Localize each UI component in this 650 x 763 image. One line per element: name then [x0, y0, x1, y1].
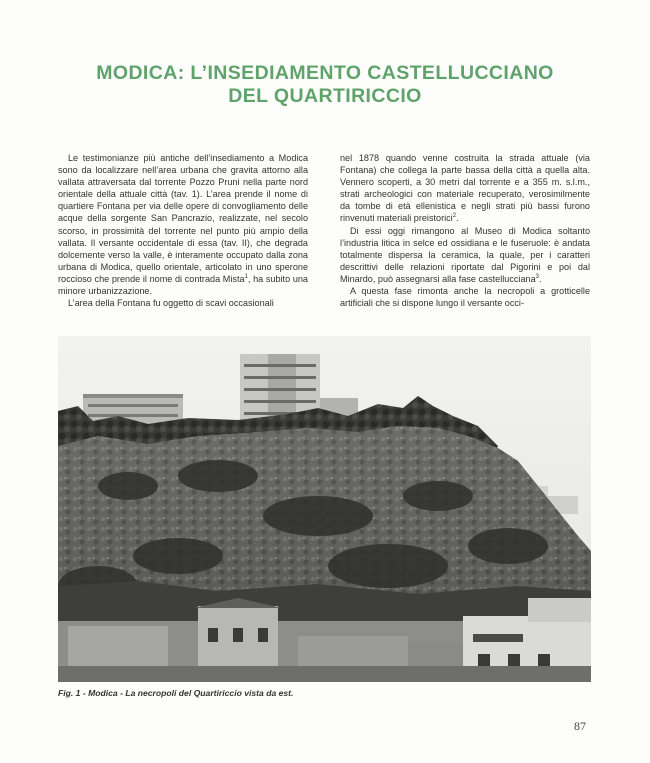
left-paragraph-2: L’area della Fontana fu oggetto di scavi occasionali	[68, 298, 274, 309]
title-line-2: DEL QUARTIRICCIO	[228, 85, 422, 107]
figure-caption: Fig. 1 - Modica - La necropoli del Quartiriccio vista da est.	[58, 688, 294, 698]
right-paragraph-1-tail: .	[456, 213, 459, 224]
right-paragraph-2	[340, 225, 590, 285]
right-paragraph-1	[340, 152, 590, 225]
photo-necropoli	[58, 336, 591, 682]
footnote-ref-3: 3	[535, 273, 539, 280]
left-paragraph-1-tail: , ha subito una minore urbanizzazione.	[58, 273, 308, 297]
photo-illustration	[58, 336, 591, 682]
footnote-ref-1: 1	[244, 273, 248, 280]
right-paragraph-3: A questa fase rimonta anche la necropoli a grotticelle artificiali che si dispone lungo il versante occi-	[340, 286, 590, 309]
title-line-1: MODICA: L’INSEDIAMENTO CASTELLUCCIANO	[96, 62, 554, 84]
left-paragraph-1-text: Le testimonianze più antiche dell’insediamento a Modica sono da localizzare nell’area urbana che gravita attorno alla vallata attraversata dal torrente Pozzo Pruni nella parte nord orientale della attuale città (tav. 1). L’area prende il nome di quartiere Fontana per via delle opere di convogliamento delle acque della sorgente San Pancrazio, realizzate, nel secolo scorso, in prossimità del torrente nel punto più ampio della vallata. Il versante occidentale di essa (tav. II), che degrada dolcemente verso la valle, è interamente occupato dalla zona urbana di Modica, quello orientale, articolato in uno sperone roccioso che prende il nome di contrada Mista	[58, 153, 308, 284]
page-title	[0, 62, 650, 108]
page-number: 87	[574, 719, 586, 733]
right-paragraph-1-text: nel 1878 quando venne costruita la strada attuale (via Fontana) che collega la parte bassa della città a quella alta. Vennero scoperti, a 30 metri dal torrente e a 355 m. s.l.m., strati archeologici con materiale recuperato, verosimilmente da tombe di età ellenistica e negli strati più bassi furono rinvenuti materiali preistorici	[340, 153, 590, 224]
left-column	[58, 152, 308, 309]
right-column	[340, 152, 590, 309]
left-paragraph-1	[58, 152, 308, 297]
footnote-ref-2: 2	[452, 213, 457, 220]
right-paragraph-2-text: Di essi oggi rimangono al Museo di Modica soltanto l’industria litica in selce ed ossidiana e le fuseruole: è andata totalmente dispersa la ceramica, la quale, per i caratteri descrittivi delle relazioni riportate dal Pigorini e poi dal Minardo, può assegnarsi alla fase castellucciana	[340, 225, 590, 284]
right-paragraph-2-tail: .	[538, 273, 542, 284]
